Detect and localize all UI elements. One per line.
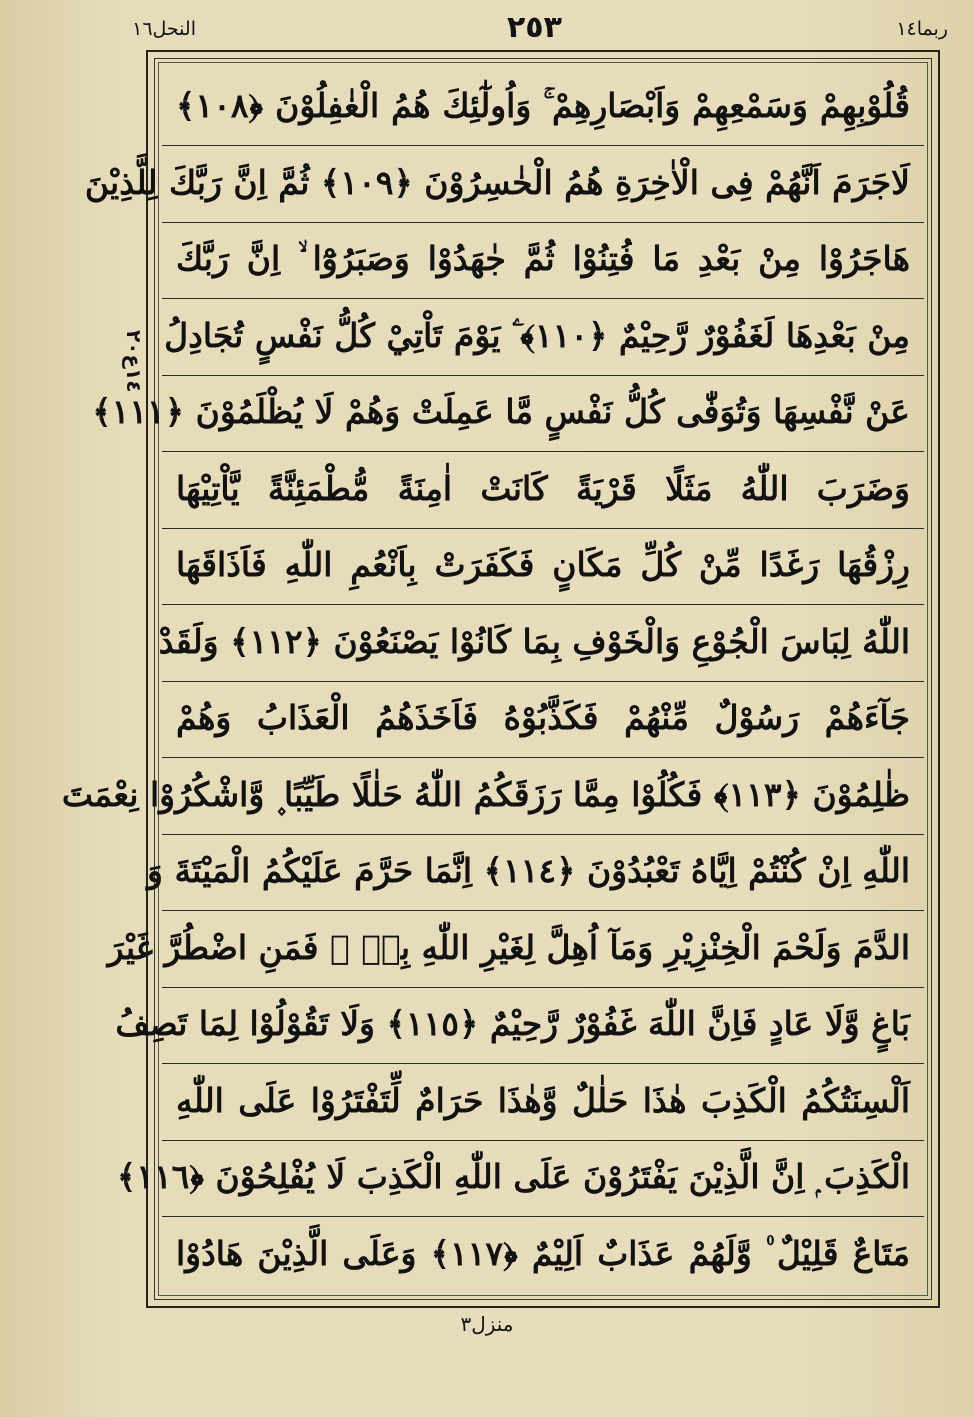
surah-label: النحل١٦ bbox=[132, 18, 196, 40]
ruku-marker: ١٤ع٢٠ bbox=[122, 329, 146, 393]
text-line: الْكَذِبَ ۭ اِنَّ الَّذِيْنَ يَفْتَرُوْنَ عَلَى اللّٰهِ الْكَذِبَ لَا يُفْلِحُوْنَ ﴿١١٦﴾ bbox=[162, 1137, 924, 1217]
text-line: اللّٰهُ لِبَاسَ الْجُوْعِ وَالْخَوْفِ بِمَا كَانُوْا يَصْنَعُوْنَ ﴿١١٢﴾ وَلَقَدْ bbox=[162, 602, 924, 682]
manzil-footer: منزل٣ bbox=[460, 1312, 514, 1336]
text-line: ظٰلِمُوْنَ ﴿١١٣﴾ فَكُلُوْا مِمَّا رَزَقَكُمُ اللّٰهُ حَلٰلًا طَيِّبًا ۪ وَّاشْكُرُوْا نِعْمَتَ bbox=[162, 755, 924, 835]
text-line: جَآءَهُمْ رَسُوْلٌ مِّنْهُمْ فَكَذَّبُوْهُ فَاَخَذَهُمُ الْعَذَابُ وَهُمْ bbox=[162, 678, 924, 758]
text-line: عَنْ نَّفْسِهَا وَتُوَفّٰى كُلُّ نَفْسٍ مَّا عَمِلَتْ وَهُمْ لَا يُظْلَمُوْنَ ﴿١١١﴾ bbox=[162, 372, 924, 452]
text-line: رِزْقُهَا رَغَدًا مِّنْ كُلِّ مَكَانٍ فَكَفَرَتْ بِاَنْعُمِ اللّٰهِ فَاَذَاقَهَا bbox=[162, 525, 924, 605]
para-label: ربما١٤ bbox=[896, 18, 948, 40]
text-line: مِنْ بَعْدِهَا لَغَفُوْرٌ رَّحِيْمٌ ﴿١١٠﴾ ۧ يَوْمَ تَاْتِيْ كُلُّ نَفْسٍ تُجَادِلُ bbox=[162, 296, 924, 376]
text-line: لَاجَرَمَ اَنَّهُمْ فِى الْاٰخِرَةِ هُمُ الْخٰسِرُوْنَ ﴿١٠٩﴾ ثُمَّ اِنَّ رَبَّكَ لِلَّذِيْنَ bbox=[162, 143, 924, 223]
text-line: مَتَاعٌ قَلِيْلٌ ۠ وَّلَهُمْ عَذَابٌ اَلِيْمٌ ﴿١١٧﴾ وَعَلَى الَّذِيْنَ هَادُوْا bbox=[176, 1233, 910, 1273]
page-number: ٢٥٣ bbox=[507, 10, 562, 45]
page-header bbox=[0, 8, 974, 48]
text-line: اللّٰهِ اِنْ كُنْتُمْ اِيَّاهُ تَعْبُدُوْنَ ﴿١١٤﴾ اِنَّمَا حَرَّمَ عَلَيْكُمُ الْمَيْتَةَ وَ bbox=[162, 831, 924, 911]
text-line: بَاغٍ وَّلَا عَادٍ فَاِنَّ اللّٰهَ غَفُوْرٌ رَّحِيْمٌ ﴿١١٥﴾ وَلَا تَقُوْلُوْا لِمَا تَصِفُ bbox=[162, 984, 924, 1064]
text-line: الدَّمَ وَلَحْمَ الْخِنْزِيْرِ وَمَآ اُهِلَّ لِغَيْرِ اللّٰهِ بِهٖ ۚ فَمَنِ اضْطُرَّ غَيْرَ bbox=[162, 908, 924, 988]
text-line: قُلُوْبِهِمْ وَسَمْعِهِمْ وَاَبْصَارِهِمْ ۚ وَاُولٰٓئِكَ هُمُ الْغٰفِلُوْنَ ﴿١٠٨﴾ bbox=[162, 66, 924, 146]
text-line: هَاجَرُوْا مِنْ بَعْدِ مَا فُتِنُوْا ثُمَّ جٰهَدُوْا وَصَبَرُوْٓا ۙ اِنَّ رَبَّكَ bbox=[162, 219, 924, 299]
text-line: وَضَرَبَ اللّٰهُ مَثَلًا قَرْيَةً كَانَتْ اٰمِنَةً مُّطْمَئِنَّةً يَّاْتِيْهَا bbox=[162, 449, 924, 529]
text-line: اَلْسِنَتُكُمُ الْكَذِبَ هٰذَا حَلٰلٌ وَّهٰذَا حَرَامٌ لِّتَفْتَرُوْا عَلَى اللّٰهِ bbox=[162, 1061, 924, 1141]
